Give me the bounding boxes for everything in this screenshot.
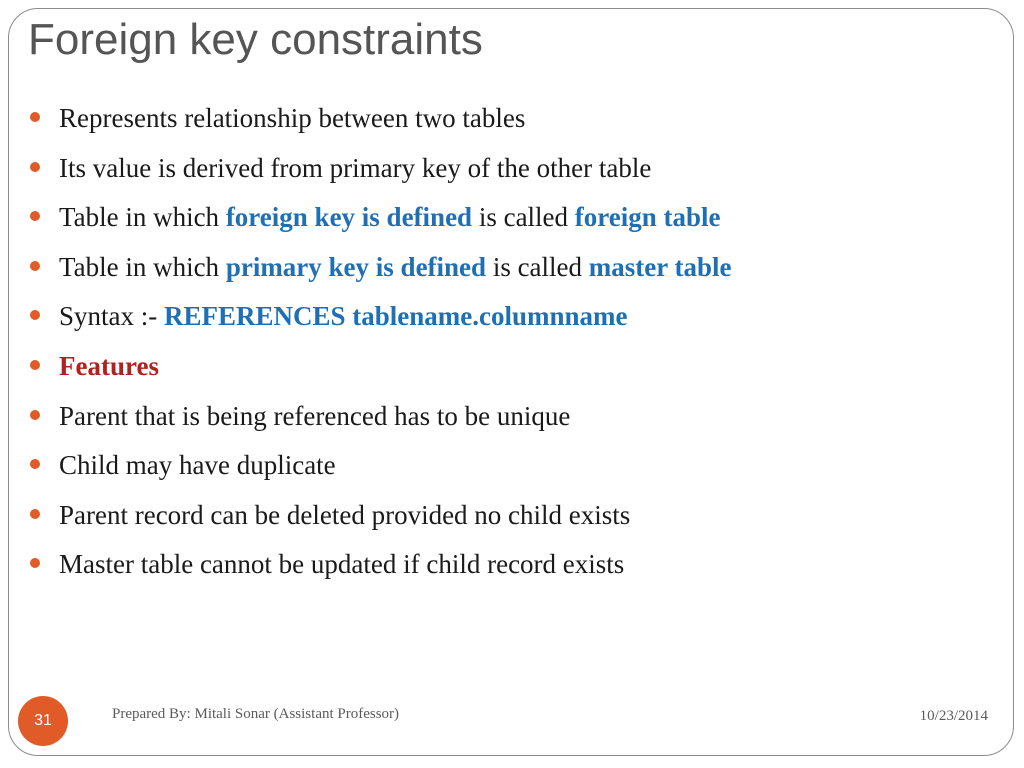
bullet-dot-icon (30, 509, 40, 519)
bullet-highlight: foreign table (574, 202, 721, 233)
bullet-dot-icon (30, 261, 40, 271)
bullet-highlight: primary key is defined (225, 251, 487, 282)
bullet-item (30, 542, 990, 592)
bullet-text-prefix: Table in which (59, 251, 226, 282)
bullet-highlight: master table (588, 251, 732, 282)
bullet-text-middle: is called (486, 251, 589, 282)
footer-author: Prepared By: Mitali Sonar (Assistant Professor) (112, 706, 400, 722)
bullet-text: Parent that is being referenced has to be unique (59, 400, 571, 431)
slide-title: Foreign key constraints (28, 15, 483, 64)
bullet-item (30, 443, 990, 493)
bullet-dot-icon (30, 360, 40, 370)
bullet-text: Represents relationship between two tables (59, 103, 526, 133)
bullet-text: Master table cannot be updated if child record exists (59, 549, 625, 580)
bullet-item (30, 344, 990, 394)
bullet-highlight: REFERENCES tablename.columnname (164, 301, 628, 332)
bullet-dot-icon (30, 112, 40, 122)
bullet-text-prefix: Syntax :- (59, 301, 164, 332)
bullet-dot-icon (30, 310, 40, 320)
bullet-item (30, 146, 990, 196)
bullet-dot-icon (30, 558, 40, 568)
bullet-item (30, 493, 990, 543)
bullet-text: Child may have duplicate (59, 450, 336, 481)
bullet-dot-icon (30, 211, 40, 221)
bullet-item (30, 245, 990, 295)
bullet-text: Parent record can be deleted provided no child exists (59, 499, 631, 530)
footer-date: 10/23/2014 (919, 708, 988, 724)
bullet-item (30, 96, 990, 146)
bullet-dot-icon (30, 459, 40, 469)
slide-number-badge: 31 (18, 696, 68, 746)
bullet-highlight: foreign key is defined (225, 202, 473, 233)
bullet-item (30, 394, 990, 444)
bullet-list (30, 96, 990, 592)
bullet-item (30, 195, 990, 245)
bullet-text: Its value is derived from primary key of the other table (59, 152, 652, 183)
bullet-heading: Features (59, 350, 159, 381)
bullet-text-middle: is called (472, 202, 575, 233)
bullet-dot-icon (30, 162, 40, 172)
bullet-item (30, 294, 990, 344)
bullet-text-prefix: Table in which (59, 202, 226, 233)
bullet-dot-icon (30, 410, 40, 420)
